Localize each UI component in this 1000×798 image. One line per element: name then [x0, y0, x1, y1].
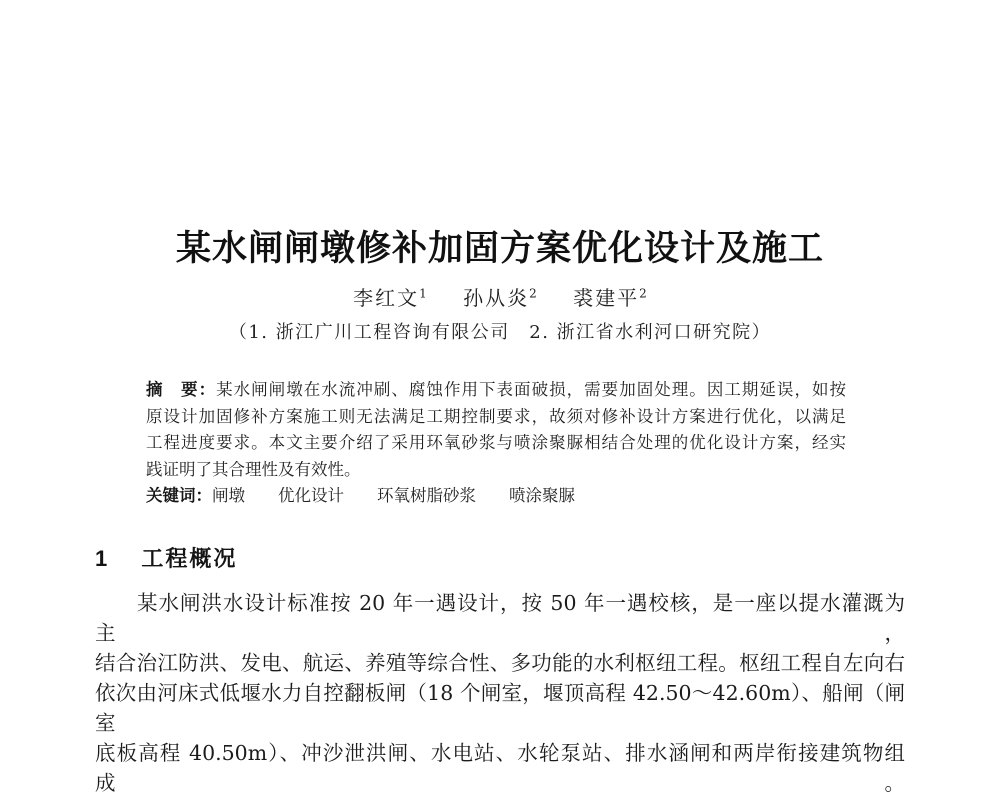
paper-title: 某水闸闸墩修补加固方案优化设计及施工: [175, 229, 824, 269]
abstract-line-2: 原设计加固修补方案施工则无法满足工期控制要求，故须对修补设计方案进行优化，以满足: [146, 406, 846, 426]
paragraph-line-4: 底板高程 40.50m）、冲沙泄洪闸、水电站、水轮泵站、排水涵闸和两岸衔接建筑物组成。: [95, 741, 905, 795]
author-3-superscript: 2: [639, 286, 647, 300]
paragraph-line-1: 某水闸洪水设计标准按 20 年一遇设计，按 50 年一遇校核，是一座以提水灌溉为主，: [95, 591, 905, 645]
body-paragraph: [95, 588, 905, 798]
keywords-line: [146, 483, 846, 510]
abstract-line-1-text: 某水闸闸墩在水流冲刷、腐蚀作用下表面破损，需要加固处理。因工期延误，如按: [216, 380, 847, 399]
author-2-superscript: 2: [529, 286, 537, 300]
author-1-superscript: 1: [419, 286, 427, 300]
section-1-heading: [95, 545, 237, 573]
author-2: [463, 286, 537, 310]
author-3-name: 裘建平: [573, 285, 640, 310]
paragraph-line-3: 依次由河床式低堰水力自控翻板闸（18 个闸室，堰顶高程 42.50～42.60m）、船闸（闸室: [95, 681, 905, 735]
paragraph-line-2: 结合治江防洪、发电、航运、养殖等综合性、多功能的水利枢纽工程。枢纽工程自左向右: [95, 651, 905, 675]
abstract-block: [146, 377, 846, 510]
abstract-line-1: [146, 377, 846, 404]
section-1-title: 工程概况: [141, 546, 238, 571]
keywords-label: 关键词：: [146, 486, 212, 505]
abstract-line-3: 工程进度要求。本文主要介绍了采用环氧砂浆与喷涂聚脲相结合处理的优化设计方案，经实: [146, 433, 846, 452]
section-1-number: 1: [95, 546, 108, 571]
abstract-line-4: 践证明了其合理性及有效性。: [146, 459, 361, 479]
abstract-label: 摘 要：: [146, 380, 217, 399]
author-2-name: 孙从炎: [463, 285, 530, 310]
author-1: [353, 286, 427, 310]
authors-line: [0, 278, 1000, 313]
affiliation-line: （1. 浙江广川工程咨询有限公司 2. 浙江省水利河口研究院）: [228, 322, 772, 343]
keywords-text: 闸墩 优化设计 环氧树脂砂浆 喷涂聚脲: [212, 486, 575, 505]
author-1-name: 李红文: [353, 285, 420, 310]
author-3: [573, 286, 647, 310]
